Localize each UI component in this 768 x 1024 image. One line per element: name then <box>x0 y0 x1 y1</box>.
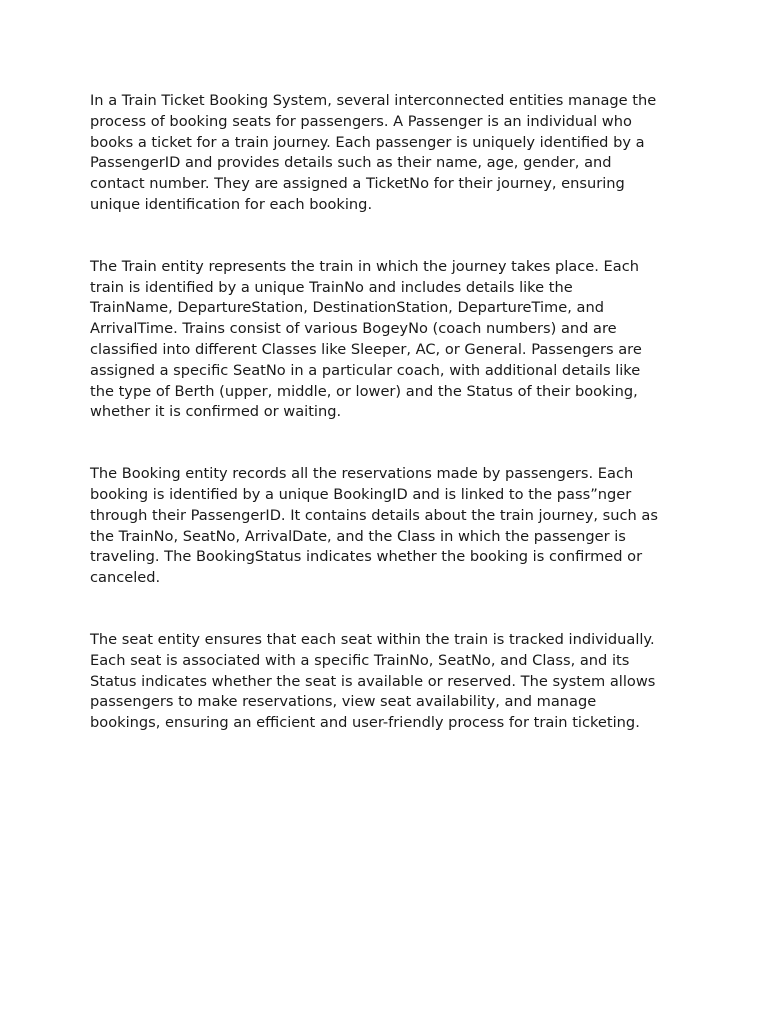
paragraph-seat: The seat entity ensures that each seat within the train is tracked individually. Each seat is associated with a specific TrainNo, SeatNo, and Class, and its Status indicates whether the seat is available or reserved. The system allows passengers to make reservations, view seat availability, and manage bookings, ensuring an efficient and user-friendly process for train ticketing. <box>90 630 656 732</box>
paragraph-passenger: In a Train Ticket Booking System, several interconnected entities manage the process of booking seats for passengers. A Passenger is an individual who books a ticket for a train journey. Each passenger is uniquely identified by a PassengerID and provides details such as their name, age, gender, and contact number. They are assigned a TicketNo for their journey, ensuring unique identification for each booking. <box>90 92 657 213</box>
paragraph-booking: The Booking entity records all the reservations made by passengers. Each booking is identified by a unique BookingID and is linked to the pass”nger through their PassengerID. It contains details about the train journey, such as the TrainNo, SeatNo, ArrivalDate, and the Class in which the passenger is traveling. The BookingStatus indicates whether the booking is confirmed or canceled. <box>90 465 658 587</box>
document-body <box>90 91 682 734</box>
paragraph-train: The Train entity represents the train in which the journey takes place. Each train is identified by a unique TrainNo and includes details like the TrainName, DepartureStation, DestinationStation, DepartureTime, and ArrivalTime. Trains consist of various BogeyNo (coach numbers) and are classified into different Classes like Sleeper, AC, or General. Passengers are assigned a specific SeatNo in a particular coach, with additional details like the type of Berth (upper, middle, or lower) and the Status of their booking, whether it is confirmed or waiting. <box>90 257 642 421</box>
